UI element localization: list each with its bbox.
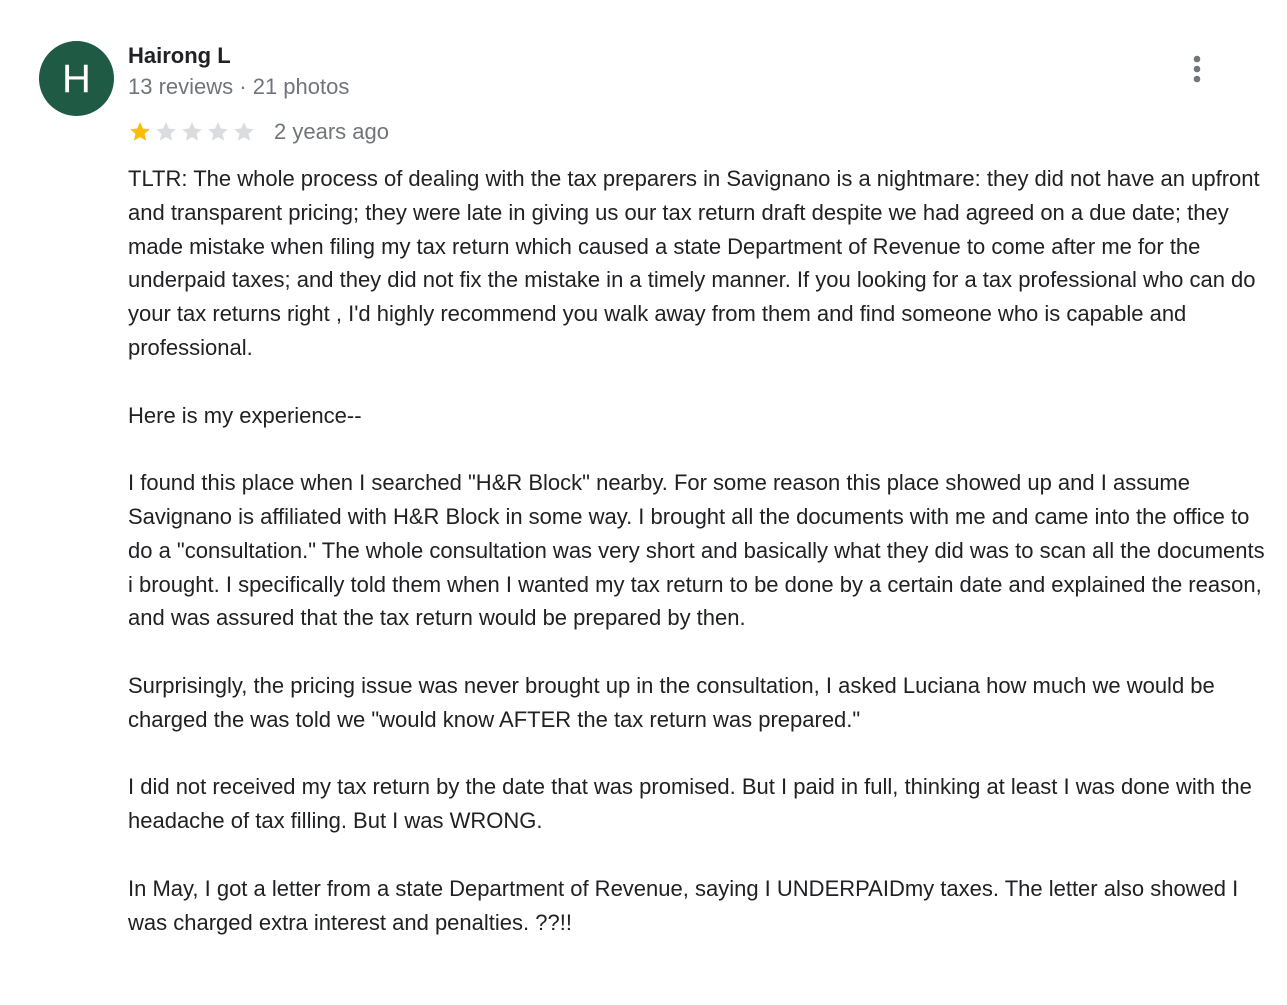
review-paragraph: In May, I got a letter from a state Department of Revenue, saying I UNDERPAIDmy taxes. The letter also showed I was charged extra interest and penalties. ??!! [128,875,1239,935]
rating-row [128,117,389,147]
more-options-button[interactable] [1177,50,1217,90]
review-paragraph: I found this place when I searched "H&R Block" nearby. For some reason this place showed up and I assume Savignano is affiliated with H&R Block in some way. I brought all the documents with me and came into the office to do a "consultation." The whole consultation was very short and basically what they did was to scan all the documents i brought. I specifically told them when I wanted my tax return to be done by a certain date and explained the reason, and was assured that the tax return would be prepared by then. [128,470,1265,631]
star-empty-icon [232,120,256,144]
avatar-initial: H [62,56,91,101]
star-filled-icon [128,120,152,144]
review-paragraph: Here is my experience-- [128,402,362,428]
review-paragraph: TLTR: The whole process of dealing with the tax preparers in Savignano is a nightmare: they did not have an upfront and transparent pricing; they were late in giving us our tax return draft despite we had agreed on a due date; they made mistake when filing my tax return which caused a state Department of Revenue to come after me for the underpaid taxes; and they did not fix the mistake in a timely manner. If you looking for a tax professional who can do your tax returns right , I'd highly recommend you walk away from them and find someone who is capable and professional. [128,166,1260,360]
star-rating [128,120,258,144]
review-paragraph: Surprisingly, the pricing issue was never brought up in the consultation, I asked Luciana how much we would be charged the was told we "would know AFTER the tax return was prepared." [128,672,1215,732]
star-empty-icon [180,120,204,144]
star-empty-icon [154,120,178,144]
reviewer-name[interactable]: Hairong L [128,43,231,68]
review-paragraph: I did not received my tax return by the date that was promised. But I paid in full, thinking at least I was done with the headache of tax filling. But I was WRONG. [128,774,1252,834]
review-date: 2 years ago [274,119,389,144]
reviewer-meta[interactable]: 13 reviews · 21 photos [128,74,350,99]
star-empty-icon [206,120,230,144]
avatar[interactable] [39,41,114,116]
review-text [128,162,1268,973]
more-vert-icon [1192,55,1202,85]
